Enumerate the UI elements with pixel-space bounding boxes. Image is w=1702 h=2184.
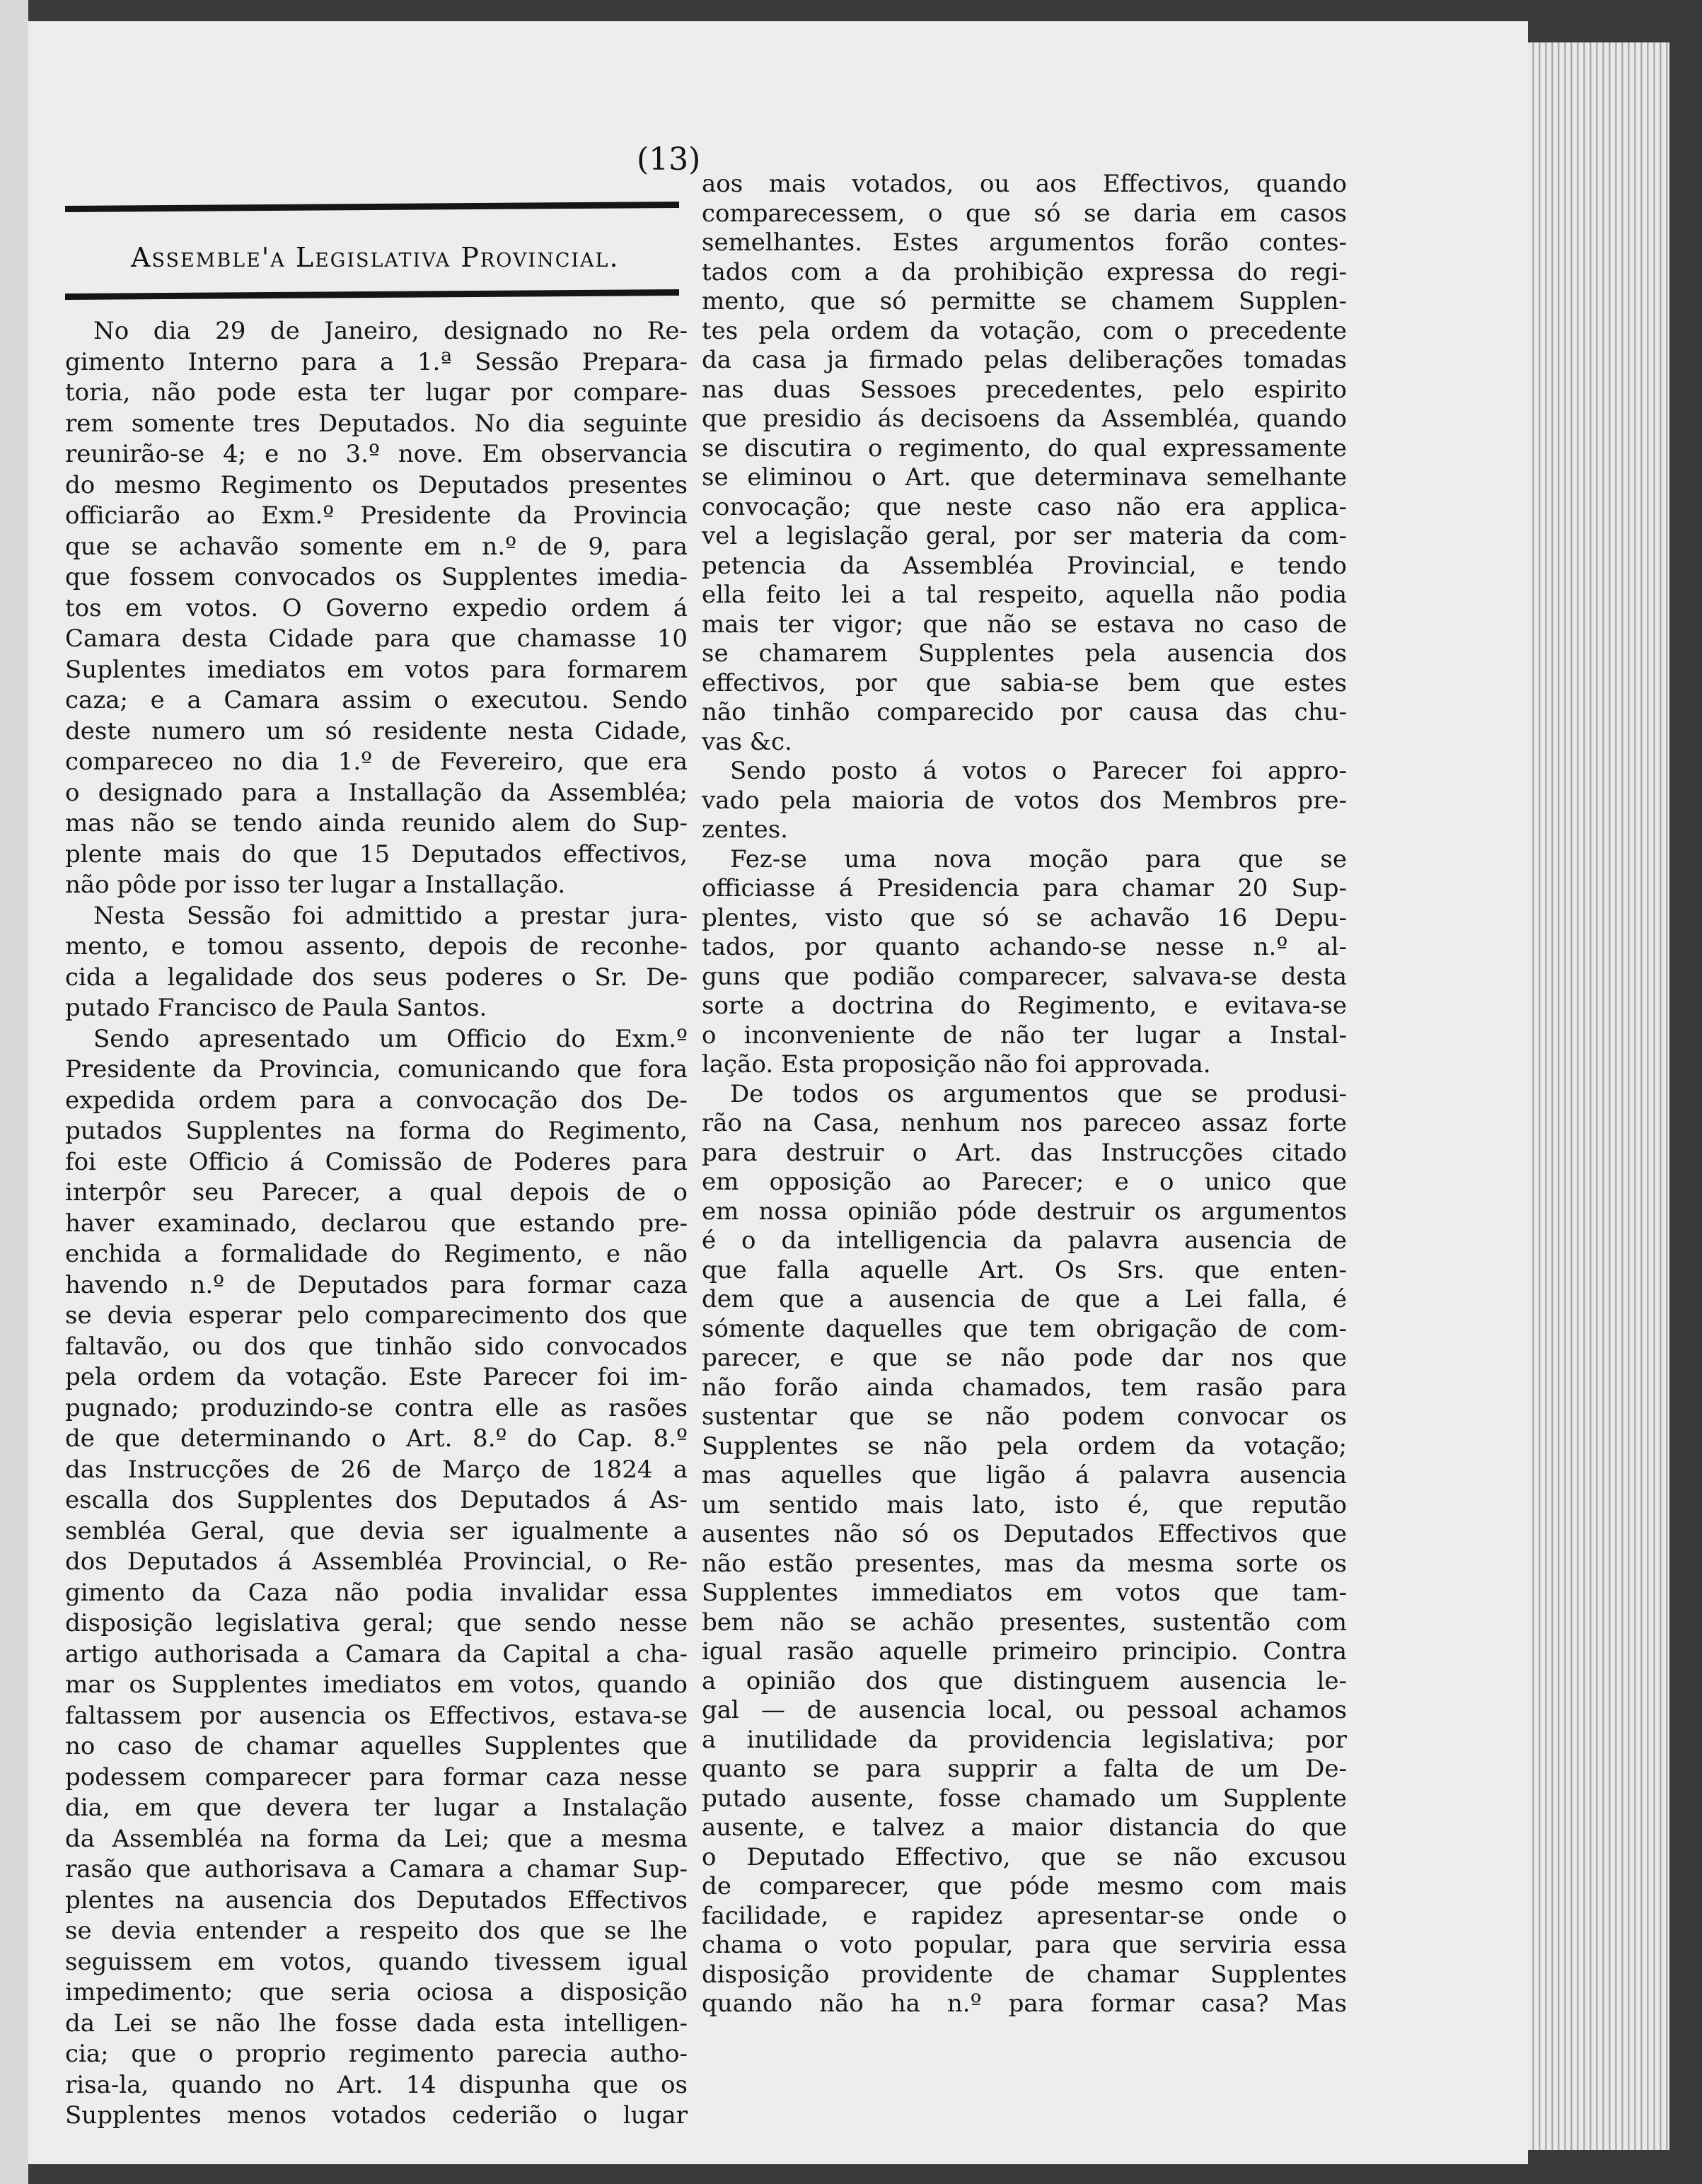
text-line: a inutilidade da providencia legislativa; por — [702, 1725, 1347, 1754]
text-line: officiasse á Presidencia para chamar 20 Sup- — [702, 874, 1347, 902]
text-line: escalla dos Supplentes dos Deputados á As- — [65, 1486, 688, 1514]
text-line: que falla aquelle Art. Os Srs. que enten- — [702, 1255, 1347, 1284]
text-line: gimento Interno para a 1.ª Sessão Prepara- — [65, 347, 688, 376]
text-line: Nesta Sessão foi admittido a prestar jura- — [93, 901, 688, 930]
text-line: da casa ja firmado pelas deliberações tomadas — [702, 346, 1347, 374]
section-heading: Assemble'a Legislativa Provincial. — [131, 242, 620, 273]
text-line: do mesmo Regimento os Deputados presentes — [65, 470, 688, 499]
book-page-edges — [1528, 42, 1669, 2150]
text-line: mais ter vigor; que não se estava no caso de — [702, 610, 1347, 639]
text-line: rão na Casa, nenhum nos pareceo assaz forte — [702, 1109, 1347, 1137]
text-line: Supplentes immediatos em votos que tam- — [702, 1579, 1347, 1607]
text-line: plentes, visto que só se achavão 16 Depu- — [702, 903, 1347, 932]
text-line: ausentes não só os Deputados Effectivos que — [702, 1520, 1347, 1548]
text-line: o inconveniente de não ter lugar a Instal- — [702, 1021, 1347, 1050]
text-line: deste numero um só residente nesta Cidade, — [65, 716, 688, 745]
text-line: petencia da Assembléa Provincial, e tendo — [702, 551, 1347, 580]
text-line: dem que a ausencia de que a Lei falla, é — [702, 1285, 1347, 1313]
text-line: vado pela maioria de votos dos Membros pre- — [702, 786, 1347, 815]
text-line: caza; e a Camara assim o executou. Sendo — [65, 686, 688, 714]
text-line: em opposição ao Parecer; e o unico que — [702, 1168, 1347, 1196]
text-line: que se achavão somente em n.º de 9, para — [65, 532, 688, 561]
text-line: um sentido mais lato, isto é, que reputão — [702, 1490, 1347, 1519]
text-line: pela ordem da votação. Este Parecer foi im- — [65, 1363, 688, 1391]
text-line: se eliminou o Art. que determinava semelhante — [702, 463, 1347, 492]
text-line: o designado para a Installação da Assembléa; — [65, 778, 688, 807]
text-line: De todos os argumentos que se produsi- — [730, 1079, 1347, 1108]
text-line: haver examinado, declarou que estando pre- — [65, 1209, 688, 1238]
text-line: se discutira o regimento, do qual expressamente — [702, 434, 1347, 463]
text-line: foi este Officio á Comissão de Poderes para — [65, 1147, 688, 1176]
text-line: Presidente da Provincia, comunicando que fora — [65, 1055, 688, 1084]
text-line: convocação; que neste caso não era applica- — [702, 492, 1347, 521]
text-line: cida a legalidade dos seus poderes o Sr. De- — [65, 963, 688, 992]
text-line: da Lei se não lhe fosse dada esta intelligen- — [65, 2009, 688, 2038]
text-line: não tinhão comparecido por causa das chu- — [702, 698, 1347, 726]
text-line: faltavão, ou dos que tinhão sido convocados — [65, 1332, 688, 1361]
text-line: guns que podião comparecer, salvava-se desta — [702, 962, 1347, 991]
text-line: disposição legislativa geral; que sendo nesse — [65, 1609, 688, 1637]
text-line: Fez-se uma nova moção para que se — [730, 844, 1347, 873]
text-line: mas aquelles que ligão á palavra ausencia — [702, 1461, 1347, 1489]
text-line: dos Deputados á Assembléa Provincial, o Re- — [65, 1547, 688, 1576]
text-line: se devia esperar pelo comparecimento dos que — [65, 1301, 688, 1330]
text-line: bem não se achão presentes, sustentão com — [702, 1608, 1347, 1637]
text-line: expedida ordem para a convocação dos De- — [65, 1086, 688, 1115]
text-line: seguissem em votos, quando tivessem igual — [65, 1947, 688, 1976]
text-line: da Assembléa na forma da Lei; que a mesma — [65, 1824, 688, 1853]
text-line: ausente, e talvez a maior distancia do que — [702, 1813, 1347, 1842]
text-line: o Deputado Effectivo, que se não excusou — [702, 1842, 1347, 1871]
text-line: igual rasão aquelle primeiro principio. Contra — [702, 1637, 1347, 1666]
text-line: vas &c. — [702, 727, 792, 756]
text-line: plentes na ausencia dos Deputados Effectivos — [65, 1886, 688, 1915]
text-line: effectivos, por que sabia-se bem que estes — [702, 668, 1347, 697]
text-line: impedimento; que seria ociosa a disposição — [65, 1978, 688, 2006]
text-line: facilidade, e rapidez apresentar-se onde o — [702, 1901, 1347, 1930]
text-line: mas não se tendo ainda reunido alem do Sup- — [65, 809, 688, 837]
text-line: de comparecer, que póde mesmo com mais — [702, 1872, 1347, 1900]
text-line: gal — de ausencia local, ou pessoal achamos — [702, 1696, 1347, 1724]
document-page — [28, 21, 1528, 2164]
text-line: quanto se para supprir a falta de um De- — [702, 1755, 1347, 1783]
text-line: que fossem convocados os Supplentes imedia- — [65, 563, 688, 591]
text-line: pugnado; produzindo-se contra elle as rasões — [65, 1393, 688, 1422]
text-line: mento, e tomou assento, depois de reconhe- — [65, 932, 688, 960]
page-number: (13) — [637, 141, 701, 178]
text-line: sembléa Geral, que devia ser igualmente a — [65, 1516, 688, 1545]
text-line: a opinião dos que distinguem ausencia le- — [702, 1666, 1347, 1695]
text-line: rasão que authorisava a Camara a chamar Sup- — [65, 1855, 688, 1883]
text-line: não estão presentes, mas da mesma sorte os — [702, 1549, 1347, 1578]
text-line: não pôde por isso ter lugar a Installação. — [65, 871, 566, 899]
text-line: Suplentes imediatos em votos para formarem — [65, 655, 688, 684]
text-line: tes pela ordem da votação, com o precedente — [702, 316, 1347, 345]
text-line: putados Supplentes na forma do Regimento, — [65, 1117, 688, 1145]
text-line: compareceo no dia 1.º de Fevereiro, que era — [65, 748, 688, 776]
text-line: rem somente tres Deputados. No dia seguinte — [65, 409, 688, 438]
text-line: de que determinando o Art. 8.º do Cap. 8.º — [65, 1424, 688, 1453]
text-line: toria, não pode esta ter lugar por compare- — [65, 378, 688, 407]
text-line: vel a legislação geral, por ser materia da com- — [702, 522, 1347, 550]
text-line: que presidio ás decisoens da Assembléa, quando — [702, 405, 1347, 433]
text-line: zentes. — [702, 815, 788, 844]
text-line: putado Francisco de Paula Santos. — [65, 994, 487, 1022]
text-line: faltassem por ausencia os Effectivos, estava-se — [65, 1701, 688, 1730]
heading-rule-top — [65, 202, 679, 212]
text-line: tados com a da prohibição expressa do regi- — [702, 257, 1347, 286]
text-line: podessem comparecer para formar caza nesse — [65, 1762, 688, 1791]
text-line: comparecessem, o que só se daria em casos — [702, 199, 1347, 228]
text-line: havendo n.º de Deputados para formar caza — [65, 1270, 688, 1299]
heading-rule-bottom — [65, 289, 679, 300]
text-line: nas duas Sessoes precedentes, pelo espirito — [702, 375, 1347, 404]
text-line: sorte a doctrina do Regimento, e evitava-se — [702, 992, 1347, 1020]
text-line: é o da intelligencia da palavra ausencia de — [702, 1226, 1347, 1255]
text-line: Sendo posto á votos o Parecer foi appro- — [730, 757, 1347, 785]
text-line: tados, por quanto achando-se nesse n.º al- — [702, 933, 1347, 961]
text-line: para destruir o Art. das Instrucções citado — [702, 1138, 1347, 1167]
text-line: artigo authorisada a Camara da Capital a cha- — [65, 1639, 688, 1668]
text-line: Sendo apresentado um Officio do Exm.º — [93, 1024, 688, 1053]
text-line: risa-la, quando no Art. 14 dispunha que os — [65, 2070, 688, 2099]
text-line: sómente daquelles que tem obrigação de com- — [702, 1314, 1347, 1343]
text-line: Supplentes menos votados cederião o lugar — [65, 2101, 688, 2130]
text-line: não forão ainda chamados, tem rasão para — [702, 1373, 1347, 1402]
text-line: lação. Esta proposição não foi approvada. — [702, 1050, 1211, 1079]
text-line: se devia entender a respeito dos que se lhe — [65, 1917, 688, 1945]
text-line: No dia 29 de Janeiro, designado no Re- — [93, 317, 688, 345]
text-line: no caso de chamar aquelles Supplentes que — [65, 1732, 688, 1760]
text-line: Supplentes se não pela ordem da votação; — [702, 1431, 1347, 1460]
text-line: dia, em que devera ter lugar a Instalação — [65, 1794, 688, 1822]
text-line: em nossa opinião póde destruir os argumentos — [702, 1197, 1347, 1226]
text-line: parecer, e que se não pode dar nos que — [702, 1344, 1347, 1372]
text-line: plente mais do que 15 Deputados effectivos, — [65, 840, 688, 869]
text-line: cia; que o proprio regimento parecia autho- — [65, 2040, 688, 2068]
text-line: interpôr seu Parecer, a qual depois de o — [65, 1178, 688, 1207]
text-line: das Instrucções de 26 de Março de 1824 a — [65, 1455, 688, 1484]
text-line: gimento da Caza não podia invalidar essa — [65, 1578, 688, 1607]
text-line: sustentar que se não podem convocar os — [702, 1402, 1347, 1431]
text-line: chama o voto popular, para que serviria essa — [702, 1931, 1347, 1959]
text-line: se chamarem Supplentes pela ausencia dos — [702, 639, 1347, 668]
text-line: Camara desta Cidade para que chamasse 10 — [65, 625, 688, 653]
binding-gutter — [0, 0, 28, 2184]
text-line: putado ausente, fosse chamado um Supplente — [702, 1784, 1347, 1813]
text-line: quando não ha n.º para formar casa? Mas — [702, 1990, 1347, 2018]
text-line: officiarão ao Exm.º Presidente da Provincia — [65, 501, 688, 530]
text-line: disposição providente de chamar Supplentes — [702, 1960, 1347, 1989]
text-line: reunirão-se 4; e no 3.º nove. Em observancia — [65, 440, 688, 468]
text-line: tos em votos. O Governo expedio ordem á — [65, 593, 688, 622]
text-line: mar os Supplentes imediatos em votos, quando — [65, 1671, 688, 1699]
text-line: aos mais votados, ou aos Effectivos, quando — [702, 170, 1347, 198]
text-line: ella feito lei a tal respeito, aquella não podia — [702, 581, 1347, 609]
text-line: semelhantes. Estes argumentos forão contes- — [702, 228, 1347, 257]
text-line: mento, que só permitte se chamem Supplen- — [702, 287, 1347, 315]
text-line: enchida a formalidade do Regimento, e não — [65, 1240, 688, 1268]
